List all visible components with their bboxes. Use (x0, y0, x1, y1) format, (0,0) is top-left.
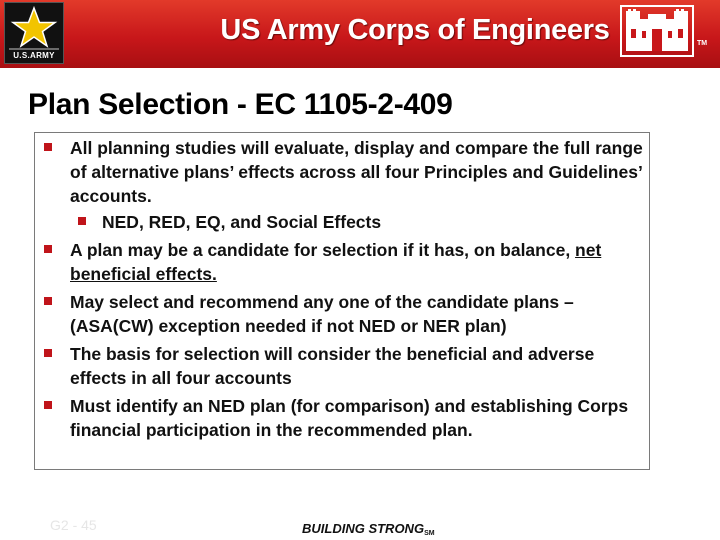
slide-title: Plan Selection - EC 1105-2-409 (28, 88, 453, 121)
bullet-text: The basis for selection will consider the beneficial and adverse effects in all four accounts (70, 344, 595, 388)
bullet-text: All planning studies will evaluate, display and compare the full range of alternative plans’ effects across all four Principles and Guidelines’ accounts. (70, 138, 643, 206)
bullet-square-icon (44, 297, 52, 305)
service-mark: SM (424, 530, 435, 537)
bullet-text: Must identify an NED plan (for comparison) and establishing Corps financial participation in the recommended plan. (70, 396, 629, 440)
trademark-mark: TM (697, 40, 708, 47)
sub-bullet-item (40, 210, 650, 234)
bullet-text: NED, RED, EQ, and Social Effects (102, 212, 382, 232)
bullet-square-icon (44, 245, 52, 253)
corps-castle-icon (620, 5, 694, 57)
bullet-list (40, 136, 650, 446)
footer-text: BUILDING STRONG (302, 521, 425, 536)
bullet-item (40, 136, 650, 208)
bullet-item (40, 290, 650, 338)
footer-tagline (302, 521, 435, 537)
bullet-underlined-text: net beneficial effects. (70, 240, 602, 284)
bullet-item (40, 238, 650, 286)
banner-title: US Army Corps of Engineers (220, 14, 610, 46)
bullet-square-icon (78, 217, 86, 225)
slide-number: G2 - 45 (50, 517, 97, 533)
bullet-square-icon (44, 349, 52, 357)
header-banner (0, 0, 720, 68)
bullet-item (40, 394, 650, 442)
army-logo-text: U.S.ARMY (13, 51, 55, 60)
bullet-item (40, 342, 650, 390)
us-army-logo (4, 2, 64, 64)
bullet-square-icon (44, 401, 52, 409)
bullet-square-icon (44, 143, 52, 151)
bullet-text: A plan may be a candidate for selection if it has, on balance, (70, 240, 576, 260)
bullet-text: May select and recommend any one of the candidate plans – (ASA(CW) exception needed if not NED or NER plan) (70, 292, 574, 336)
